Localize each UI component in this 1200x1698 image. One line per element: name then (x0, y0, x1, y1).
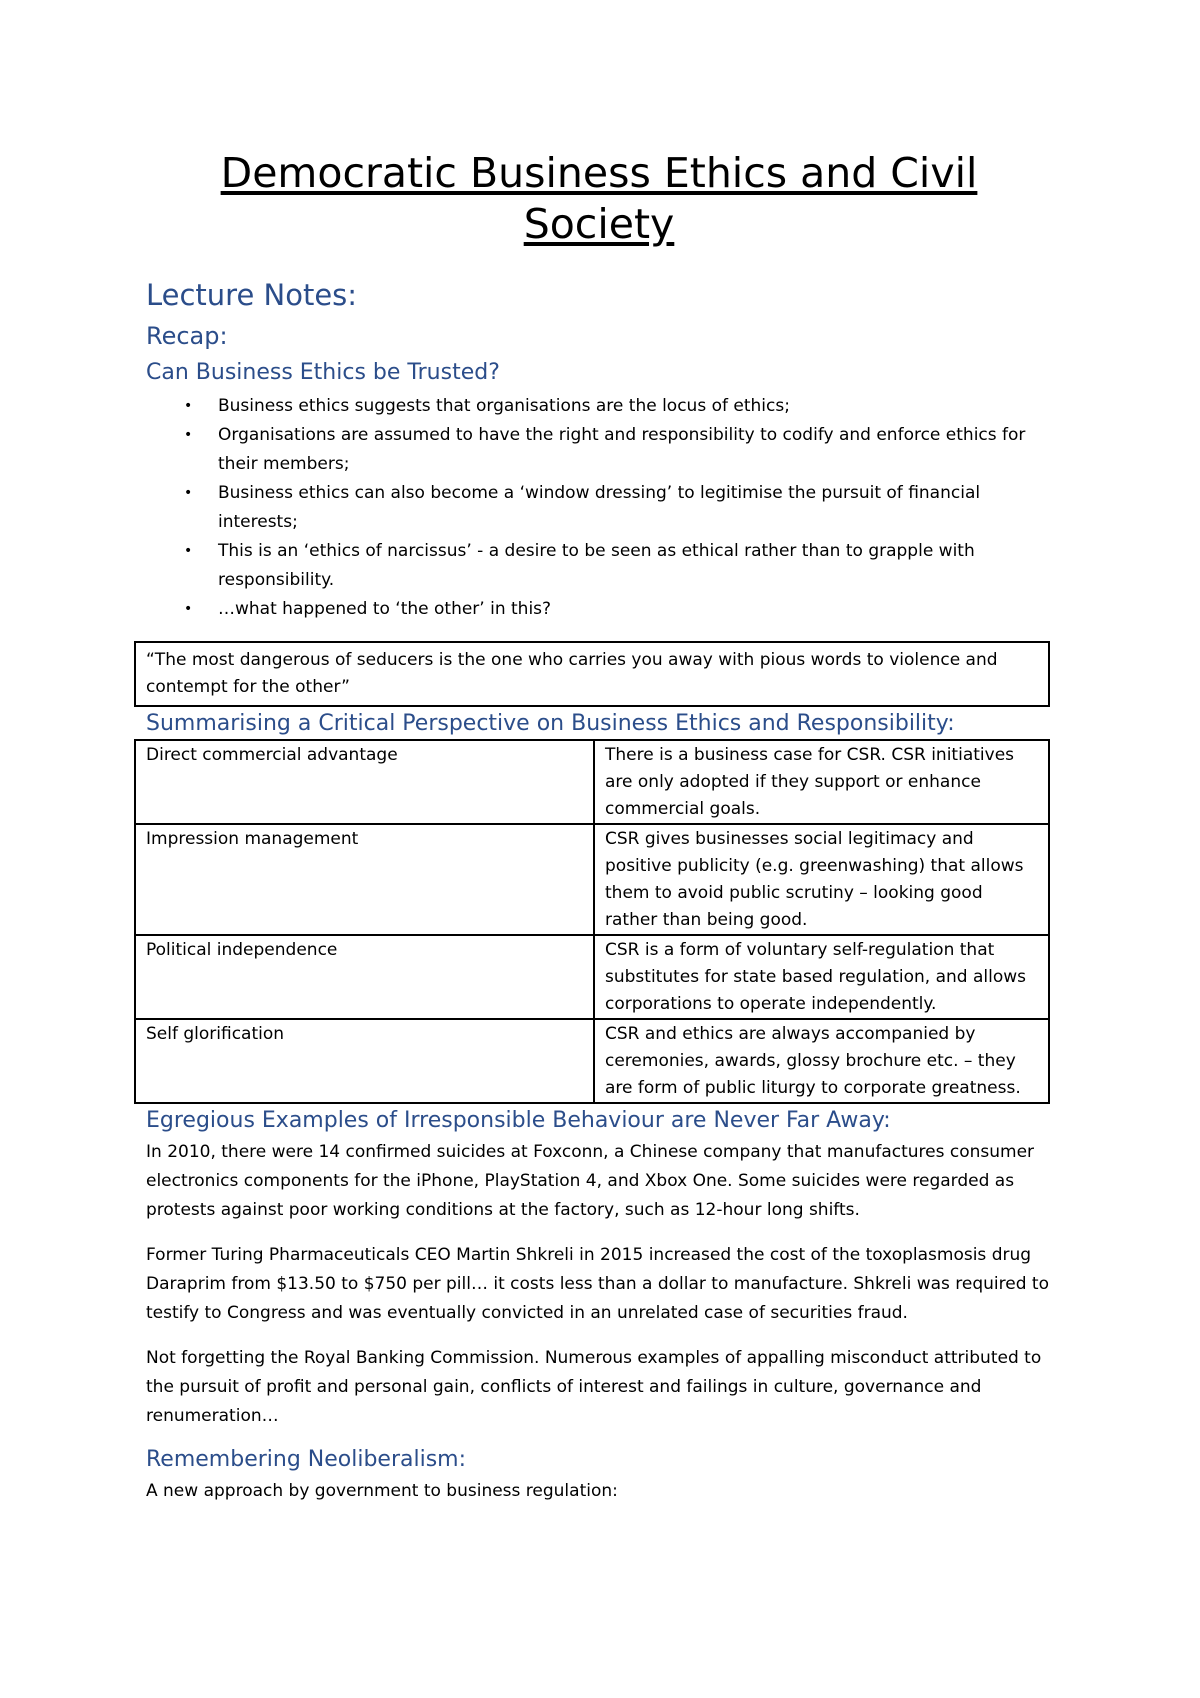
table-row (135, 935, 1049, 1019)
table-row (135, 1019, 1049, 1103)
list-item (146, 595, 1052, 624)
document-content (146, 148, 1052, 1506)
bullet-text: Business ethics suggests that organisations are the locus of ethics; (218, 396, 790, 416)
list-item (146, 392, 1052, 421)
critical-perspective-heading: Summarising a Critical Perspective on Business Ethics and Responsibility: (146, 711, 955, 736)
table-row (135, 824, 1049, 935)
critical-perspective-table (134, 739, 1050, 1104)
table-cell-desc: CSR gives businesses social legitimacy and positive publicity (e.g. greenwashing) that allows them to avoid public scrutiny – looking good rather than being good. (594, 824, 1049, 935)
quote-box: “The most dangerous of seducers is the one who carries you away with pious words to violence and contempt for the other” (134, 641, 1050, 707)
table-cell-term: Impression management (135, 824, 594, 935)
bullet-text: This is an ‘ethics of narcissus’ - a desire to be seen as ethical rather than to grapple with responsibility. (218, 541, 975, 590)
table-cell-desc: CSR is a form of voluntary self-regulation that substitutes for state based regulation, and allows corporations to operate independently. (594, 935, 1049, 1019)
neoliberalism-heading: Remembering Neoliberalism: (146, 1447, 467, 1472)
trust-heading: Can Business Ethics be Trusted? (146, 360, 500, 385)
bullet-icon: • (184, 427, 193, 443)
table-cell-term: Direct commercial advantage (135, 740, 594, 824)
table-row (135, 740, 1049, 824)
paragraph-banking-commission: Not forgetting the Royal Banking Commission. Numerous examples of appalling misconduct attributed to the pursuit of profit and personal gain, conflicts of interest and failings in culture, governance and renumeration… (146, 1348, 1042, 1426)
paragraph-foxconn: In 2010, there were 14 confirmed suicides at Foxconn, a Chinese company that manufactures consumer electronics components for the iPhone, PlayStation 4, and Xbox One. Some suicides were regarded as protests against poor working conditions at the factory, such as 12-hour long shifts. (146, 1142, 1035, 1220)
paragraph-neoliberalism: A new approach by government to business regulation: (146, 1481, 618, 1501)
bullet-icon: • (184, 543, 193, 559)
bullet-icon: • (184, 485, 193, 501)
bullet-text: …what happened to ‘the other’ in this? (218, 599, 552, 619)
bullet-icon: • (184, 398, 193, 414)
list-item (146, 479, 1052, 537)
list-item (146, 421, 1052, 479)
bullet-text: Organisations are assumed to have the right and responsibility to codify and enforce ethics for their members; (218, 425, 1026, 474)
table-cell-term: Self glorification (135, 1019, 594, 1103)
lecture-notes-heading: Lecture Notes: (146, 278, 358, 312)
examples-heading: Egregious Examples of Irresponsible Behaviour are Never Far Away: (146, 1108, 891, 1133)
bullet-text: Business ethics can also become a ‘window dressing’ to legitimise the pursuit of financial interests; (218, 483, 981, 532)
list-item (146, 537, 1052, 595)
document-title: Democratic Business Ethics and Civil Society (220, 149, 978, 248)
bullet-icon: • (184, 601, 193, 617)
table-cell-term: Political independence (135, 935, 594, 1019)
trust-bullet-list (146, 392, 1052, 624)
paragraph-shkreli: Former Turing Pharmaceuticals CEO Martin Shkreli in 2015 increased the cost of the toxoplasmosis drug Daraprim from $13.50 to $750 per pill… it costs less than a dollar to manufacture. Shkreli was required to testify to Congress and was eventually convicted in an unrelated case of securities fraud. (146, 1245, 1049, 1323)
table-cell-desc: There is a business case for CSR. CSR initiatives are only adopted if they support or enhance commercial goals. (594, 740, 1049, 824)
table-cell-desc: CSR and ethics are always accompanied by ceremonies, awards, glossy brochure etc. – they are form of public liturgy to corporate greatness. (594, 1019, 1049, 1103)
recap-heading: Recap: (146, 322, 228, 350)
